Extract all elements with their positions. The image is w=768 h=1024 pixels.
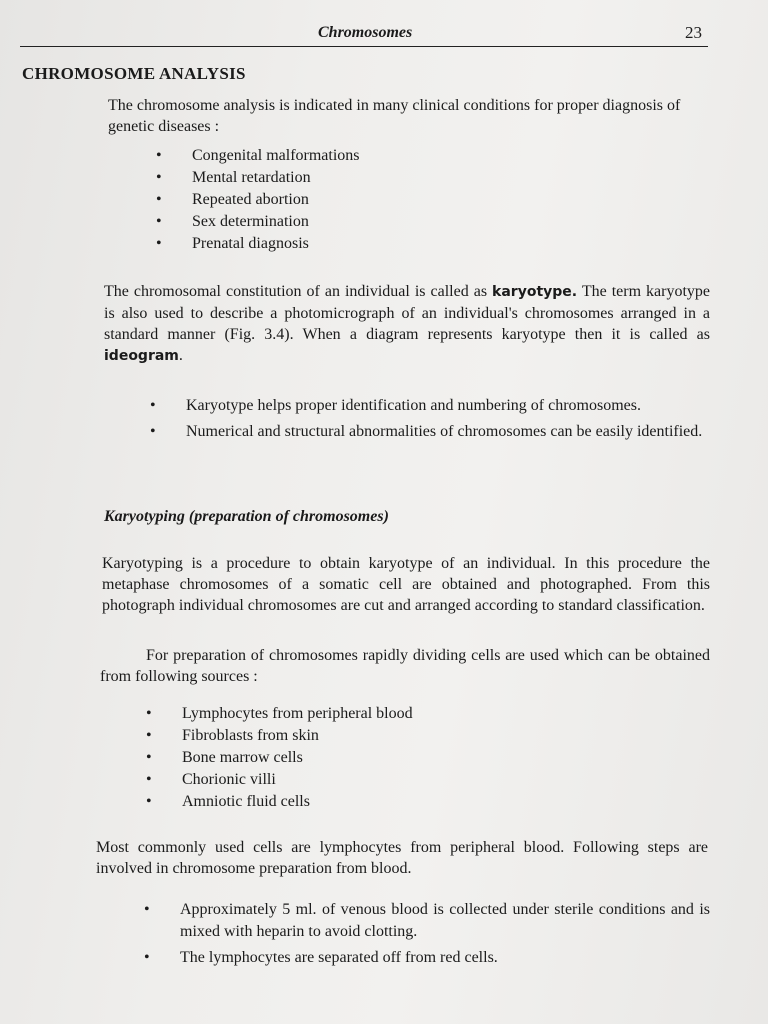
list-item xyxy=(156,211,360,233)
list-item-text: Congenital malformations xyxy=(192,147,360,164)
list-item-text: Lymphocytes from peripheral blood xyxy=(182,705,413,722)
list-item-text: Chorionic villi xyxy=(182,771,276,788)
bullet-icon: • xyxy=(156,147,162,164)
list-item-text: Karyotype helps proper identification and numbering of chromosomes. xyxy=(186,397,641,414)
list-item-text: Bone marrow cells xyxy=(182,749,303,766)
karyotype-text-2: The term karyotype is also used to describe a photomicrograph of an individual's chromosomes arranged in a standard manner (Fig. 3.4). When a diagram represents karyotype then it is called as xyxy=(104,283,710,343)
bullet-icon: • xyxy=(144,901,150,918)
list-item-text: The lymphocytes are separated off from red cells. xyxy=(180,949,498,966)
bullet-icon: • xyxy=(150,423,156,440)
list-item xyxy=(144,947,710,969)
list-item xyxy=(156,145,360,167)
list-item xyxy=(146,791,413,813)
list-item xyxy=(156,233,360,255)
bullet-icon: • xyxy=(150,397,156,414)
karyotype-uses-list xyxy=(150,395,712,447)
list-item xyxy=(156,189,360,211)
bullet-icon: • xyxy=(146,749,152,766)
page-number: 23 xyxy=(685,23,702,42)
subheading: Karyotyping (preparation of chromosomes) xyxy=(104,508,389,525)
list-item-text: Repeated abortion xyxy=(192,191,309,208)
karyotype-text-1: The chromosomal constitution of an individual is called as xyxy=(104,283,493,300)
bullet-icon: • xyxy=(146,727,152,744)
running-header xyxy=(20,22,708,47)
list-item xyxy=(150,421,712,443)
karyotype-text-3: . xyxy=(178,347,183,364)
karyotype-paragraph xyxy=(104,281,710,367)
list-item xyxy=(144,899,710,943)
sources-list xyxy=(146,703,413,813)
bullet-icon: • xyxy=(146,793,152,810)
ideogram-term: ideogram xyxy=(104,348,179,364)
bullet-icon: • xyxy=(146,771,152,788)
list-item-text: Fibroblasts from skin xyxy=(182,727,319,744)
bullet-icon: • xyxy=(146,705,152,722)
preparation-paragraph: For preparation of chromosomes rapidly dividing cells are used which can be obtained from following sources : xyxy=(100,647,710,685)
list-item xyxy=(146,769,413,791)
running-title: Chromosomes xyxy=(318,24,413,41)
list-item xyxy=(146,747,413,769)
list-item xyxy=(150,395,712,417)
section-title: CHROMOSOME ANALYSIS xyxy=(22,64,246,83)
list-item xyxy=(146,703,413,725)
list-item-text: Prenatal diagnosis xyxy=(192,235,309,252)
list-item xyxy=(156,167,360,189)
karyotype-term: karyotype. xyxy=(492,284,578,300)
bullet-icon: • xyxy=(156,191,162,208)
list-item-text: Sex determination xyxy=(192,213,309,230)
karyotyping-paragraph: Karyotyping is a procedure to obtain karyotype of an individual. In this procedure the metaphase chromosomes of a somatic cell are obtained and photographed. From this photograph individual chromosomes are cut and arranged according to standard classification. xyxy=(102,555,710,614)
bullet-icon: • xyxy=(156,213,162,230)
steps-list xyxy=(144,899,710,973)
bullet-icon: • xyxy=(156,235,162,252)
bullet-icon: • xyxy=(144,949,150,966)
list-item-text: Numerical and structural abnormalities of chromosomes can be easily identified. xyxy=(186,423,703,440)
list-item-text: Amniotic fluid cells xyxy=(182,793,310,810)
list-item xyxy=(146,725,413,747)
common-cells-paragraph: Most commonly used cells are lymphocytes from peripheral blood. Following steps are involved in chromosome preparation from blood. xyxy=(96,839,708,877)
list-item-text: Mental retardation xyxy=(192,169,311,186)
list-item-text: Approximately 5 ml. of venous blood is collected under sterile conditions and is mixed with heparin to avoid clotting. xyxy=(180,901,710,940)
indications-list xyxy=(156,145,360,255)
intro-paragraph: The chromosome analysis is indicated in many clinical conditions for proper diagnosis of genetic diseases : xyxy=(108,97,681,135)
bullet-icon: • xyxy=(156,169,162,186)
